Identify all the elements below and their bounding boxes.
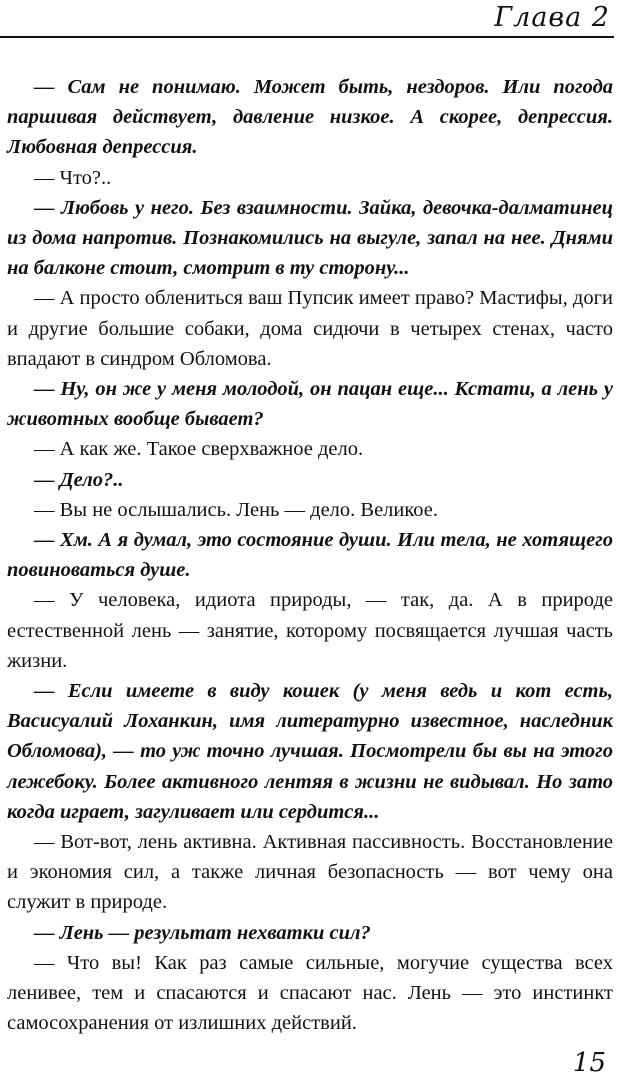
paragraph: — Вот-вот, лень активна. Активная пассивность. Восстановление и экономия сил, а также личная безопасность — вот чему она служит в природе. — [7, 831, 613, 914]
paragraph: — А как же. Такое сверхважное дело. — [34, 438, 364, 461]
header-rule — [0, 36, 614, 38]
paragraph: — Сам не понимаю. Может быть, нездоров. Или погода паршивая действует, давление низкое. А скорее, депрессия. Любовная депрессия. — [7, 76, 613, 159]
paragraph: — Что?.. — [34, 166, 112, 189]
page-number: 15 — [572, 1048, 606, 1078]
paragraph: — Что вы! Как раз самые сильные, могучие существа всех ленивее, тем и спасаются и спасают нас. Лень — это инстинкт самосохранения от излишних действий. — [7, 951, 613, 1035]
paragraph: — Дело?.. — [34, 468, 124, 491]
paragraph: — У человека, идиота природы, — так, да. А в природе естественной лень — занятие, которому посвящается лучшая часть жизни. — [7, 589, 613, 672]
paragraph: — Хм. А я думал, это состояние души. Или тела, не хотящего повиноваться душе. — [7, 529, 613, 582]
paragraph: — Ну, он же у меня молодой, он пацан еще... Кстати, а лень у животных вообще бывает? — [7, 378, 613, 431]
paragraph: — А просто облениться ваш Пупсик имеет право? Мастифы, доги и другие большие собаки, дома сидючи в четырех стенах, часто впадают в синдром Обломова. — [7, 287, 613, 370]
body-text — [7, 72, 613, 1039]
chapter-header: Глава 2 — [494, 2, 610, 33]
paragraph: — Любовь у него. Без взаимности. Зайка, девочка-далматинец из дома напротив. Познакомились на выгуле, запал на нее. Днями на балконе стоит, смотрит в ту сторону... — [7, 196, 613, 280]
paragraph: — Если имеете в виду кошек (у меня ведь и кот есть, Васисуалий Лоханкин, имя литературно известное, наследник Обломова), — то уж точно лучшая. Посмотрели бы вы на этого лежебоку. Более активного лентяя в жизни не видывал. Но зато когда играет, загуливает или сердится... — [7, 680, 613, 823]
paragraph: — Вы не ослышались. Лень — дело. Великое. — [34, 498, 439, 521]
paragraph: — Лень — результат нехватки сил? — [34, 921, 371, 944]
